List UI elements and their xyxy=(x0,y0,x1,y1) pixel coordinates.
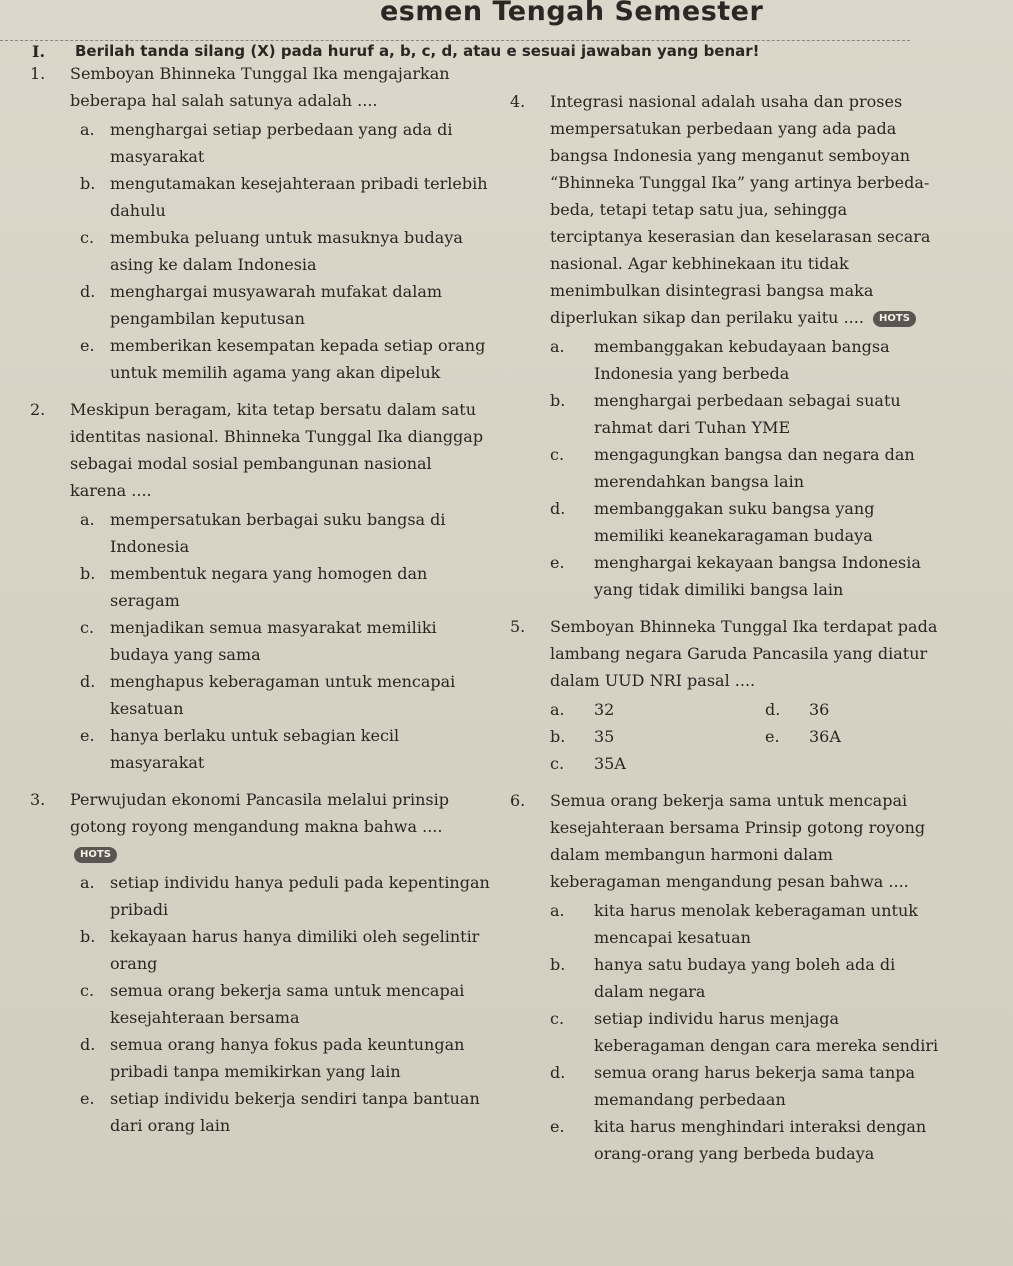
question-6 xyxy=(510,787,940,1167)
option-a[interactable]: a. mempersatukan berbagai suku bangsa di Indonesia xyxy=(80,510,446,556)
option-b[interactable]: b. hanya satu budaya yang boleh ada di dalam negara xyxy=(550,955,896,1001)
question-text: Semboyan Bhinneka Tunggal Ika mengajarkan beberapa hal salah satunya adalah .... xyxy=(70,64,450,110)
question-4 xyxy=(510,88,940,603)
question-text: Semboyan Bhinneka Tunggal Ika terdapat pada lambang negara Garuda Pancasila yang diatur dalam UUD NRI pasal .... xyxy=(550,617,938,690)
question-number: 6. xyxy=(510,791,526,810)
option-a[interactable]: a. 32 xyxy=(550,700,615,719)
title-divider xyxy=(0,40,910,41)
question-3 xyxy=(30,786,490,1139)
option-d[interactable]: d. semua orang harus bekerja sama tanpa memandang perbedaan xyxy=(550,1063,916,1109)
option-c[interactable]: c. 35A xyxy=(550,754,626,773)
question-text: Perwujudan ekonomi Pancasila melalui prinsip gotong royong mengandung makna bahwa .... xyxy=(70,790,449,836)
option-a[interactable]: a. menghargai setiap perbedaan yang ada di masyarakat xyxy=(80,120,453,166)
question-text: Semua orang bekerja sama untuk mencapai kesejahteraan bersama Prinsip gotong royong dalam membangun harmoni dalam keberagaman mengandung pesan bahwa .... xyxy=(550,791,926,891)
option-b[interactable]: b. membentuk negara yang homogen dan seragam xyxy=(80,564,428,610)
option-c[interactable]: c. semua orang bekerja sama untuk mencapai kesejahteraan bersama xyxy=(80,981,465,1027)
option-e[interactable]: e. setiap individu bekerja sendiri tanpa bantuan dari orang lain xyxy=(80,1089,480,1135)
option-e[interactable]: e. memberikan kesempatan kepada setiap orang untuk memilih agama yang akan dipeluk xyxy=(80,336,486,382)
hots-badge: HOTS xyxy=(74,847,117,863)
option-d[interactable]: d. menghapus keberagaman untuk mencapai kesatuan xyxy=(80,672,456,718)
option-b[interactable]: b. menghargai perbedaan sebagai suatu rahmat dari Tuhan YME xyxy=(550,391,901,437)
option-c[interactable]: c. mengagungkan bangsa dan negara dan merendahkan bangsa lain xyxy=(550,445,915,491)
option-grid xyxy=(510,696,940,777)
question-number: 1. xyxy=(30,64,46,83)
section-instruction: Berilah tanda silang (X) pada huruf a, b, c, d, atau e sesuai jawaban yang benar! xyxy=(75,42,760,60)
question-number: 4. xyxy=(510,92,526,111)
question-5 xyxy=(510,613,940,777)
question-number: 2. xyxy=(30,400,46,419)
option-d[interactable]: d. semua orang hanya fokus pada keuntungan pribadi tanpa memikirkan yang lain xyxy=(80,1035,465,1081)
option-c[interactable]: c. setiap individu harus menjaga keberagaman dengan cara mereka sendiri xyxy=(550,1009,939,1055)
option-d[interactable]: d. 36 xyxy=(765,700,830,719)
option-d[interactable]: d. menghargai musyawarah mufakat dalam pengambilan keputusan xyxy=(80,282,443,328)
option-e[interactable]: e. hanya berlaku untuk sebagian kecil masyarakat xyxy=(80,726,400,772)
question-number: 3. xyxy=(30,790,46,809)
question-1 xyxy=(30,60,490,386)
left-column xyxy=(30,62,490,1139)
option-b[interactable]: b. 35 xyxy=(550,727,615,746)
option-b[interactable]: b. kekayaan harus hanya dimiliki oleh segelintir orang xyxy=(80,927,480,973)
question-text: Meskipun beragam, kita tetap bersatu dalam satu identitas nasional. Bhinneka Tunggal Ika dianggap sebagai modal sosial pembangunan nasional karena .... xyxy=(70,400,484,500)
option-a[interactable]: a. kita harus menolak keberagaman untuk mencapai kesatuan xyxy=(550,901,918,947)
option-d[interactable]: d. membanggakan suku bangsa yang memiliki keanekaragaman budaya xyxy=(550,499,875,545)
option-e[interactable]: e. kita harus menghindari interaksi dengan orang-orang yang berbeda budaya xyxy=(550,1117,927,1163)
option-a[interactable]: a. setiap individu hanya peduli pada kepentingan pribadi xyxy=(80,873,490,919)
option-c[interactable]: c. membuka peluang untuk masuknya budaya asing ke dalam Indonesia xyxy=(80,228,463,274)
page-title: esmen Tengah Semester xyxy=(380,0,764,27)
option-b[interactable]: b. mengutamakan kesejahteraan pribadi terlebih dahulu xyxy=(80,174,488,220)
option-e[interactable]: e. 36A xyxy=(765,727,841,746)
right-column xyxy=(510,88,940,1167)
question-text: Integrasi nasional adalah usaha dan proses mempersatukan perbedaan yang ada pada bangsa Indonesia yang menganut semboyan “Bhinneka Tunggal Ika” yang artinya berbeda-beda, tetapi tetap satu jua, sehingga terciptanya keserasian dan keselarasan secara nasional. Agar kebhinekaan itu tidak menimbulkan disintegrasi bangsa maka diperlukan sikap dan perilaku yaitu .... xyxy=(550,92,931,327)
question-number: 5. xyxy=(510,617,526,636)
option-a[interactable]: a. membanggakan kebudayaan bangsa Indonesia yang berbeda xyxy=(550,337,890,383)
option-c[interactable]: c. menjadikan semua masyarakat memiliki budaya yang sama xyxy=(80,618,437,664)
hots-badge: HOTS xyxy=(873,311,916,327)
option-e[interactable]: e. menghargai kekayaan bangsa Indonesia yang tidak dimiliki bangsa lain xyxy=(550,553,921,599)
section-number: I. xyxy=(32,42,46,61)
question-2 xyxy=(30,396,490,776)
